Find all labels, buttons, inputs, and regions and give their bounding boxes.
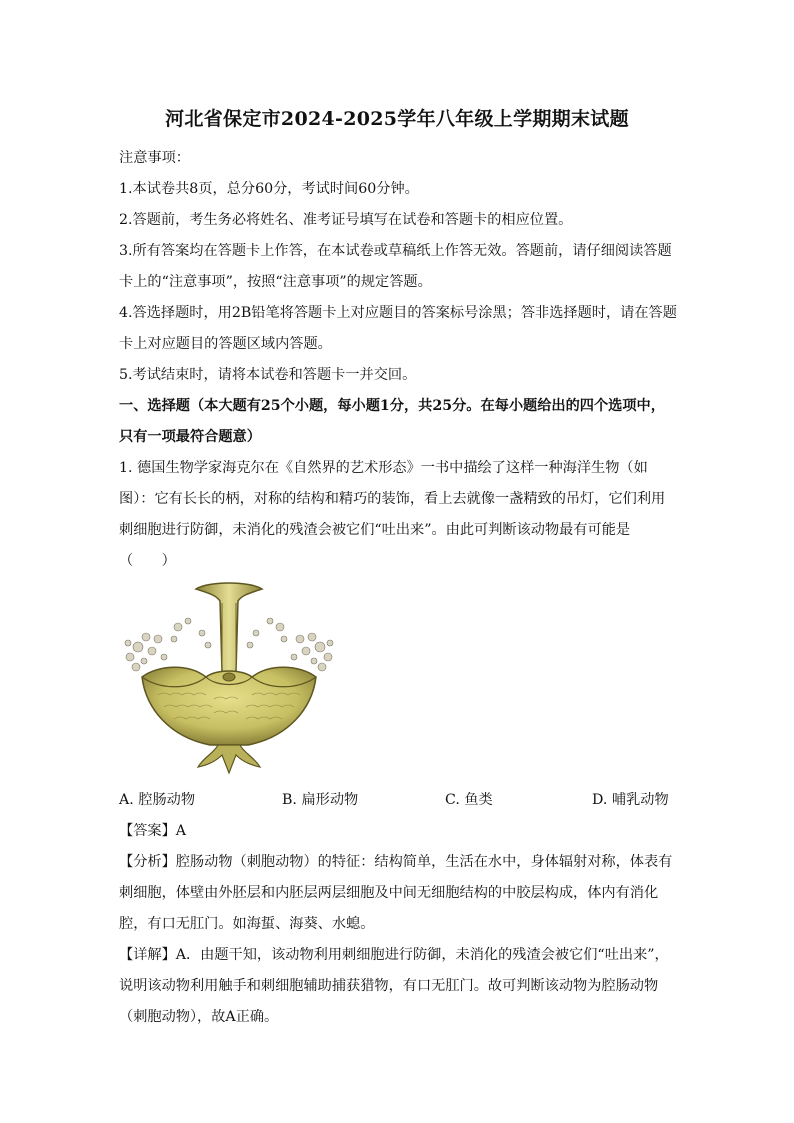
- notice-item: 卡上的“注意事项”，按照“注意事项”的规定答题。: [119, 274, 432, 290]
- analysis-text: 【分析】腔肠动物（刺胞动物）的特征：结构简单，生活在水中，身体辐射对称，体表有: [119, 854, 673, 870]
- detail-text: 说明该动物利用触手和刺细胞辅助捕获猎物，有口无肛门。故可判断该动物为腔肠动物: [119, 978, 659, 994]
- notice-item: 5.考试结束时，请将本试卷和答题卡一并交回。: [119, 367, 417, 383]
- question-text: 1. 德国生物学家海克尔在《自然界的艺术形态》一书中描绘了这样一种海洋生物（如: [119, 460, 648, 476]
- notice-item: 4.答选择题时，用2B铅笔将答题卡上对应题目的答案标号涂黑；答非选择题时，请在答题: [119, 305, 677, 321]
- analysis-text: 刺细胞，体壁由外胚层和内胚层两层细胞及中间无细胞结构的中胶层构成，体内有消化: [119, 885, 659, 901]
- notice-item: 2.答题前，考生务必将姓名、准考证号填写在试卷和答题卡的相应位置。: [119, 212, 573, 228]
- analysis-text: 腔，有口无肛门。如海蜇、海葵、水螅。: [119, 916, 375, 932]
- answer-line: 【答案】A: [119, 823, 186, 839]
- medusa-illustration: [118, 577, 340, 777]
- detail-text: 【详解】A．由题干知，该动物利用刺细胞进行防御，未消化的残渣会被它们“吐出来”，: [119, 947, 669, 963]
- notice-item: 卡上对应题目的答题区域内答题。: [119, 336, 332, 352]
- section-heading-cont: 只有一项最符合题意）: [119, 429, 261, 445]
- notice-item: 3.所有答案均在答题卡上作答，在本试卷或草稿纸上作答无效。答题前，请仔细阅读答题: [119, 243, 672, 259]
- option-d: D. 哺乳动物: [592, 792, 669, 808]
- detail-text: （刺胞动物），故A正确。: [119, 1009, 279, 1025]
- option-a: A. 腔肠动物: [119, 792, 196, 808]
- notice-item: 1.本试卷共8页，总分60分，考试时间60分钟。: [119, 181, 419, 197]
- question-text: 图）：它有长长的柄，对称的结构和精巧的装饰，看上去就像一盏精致的吊灯，它们利用: [119, 491, 666, 507]
- notice-heading: 注意事项：: [119, 150, 190, 166]
- option-c: C. 鱼类: [445, 792, 493, 808]
- question-text: 刺细胞进行防御，未消化的残渣会被它们“吐出来”。由此可判断该动物最有可能是: [119, 522, 631, 538]
- option-b: B. 扁形动物: [282, 792, 359, 808]
- page-title: 河北省保定市2024-2025学年八年级上学期期末试题: [165, 108, 629, 130]
- answer-blank: （ ）: [119, 553, 176, 569]
- section-heading: 一、选择题（本大题有25个小题，每小题1分，共25分。在每小题给出的四个选项中，: [119, 398, 665, 414]
